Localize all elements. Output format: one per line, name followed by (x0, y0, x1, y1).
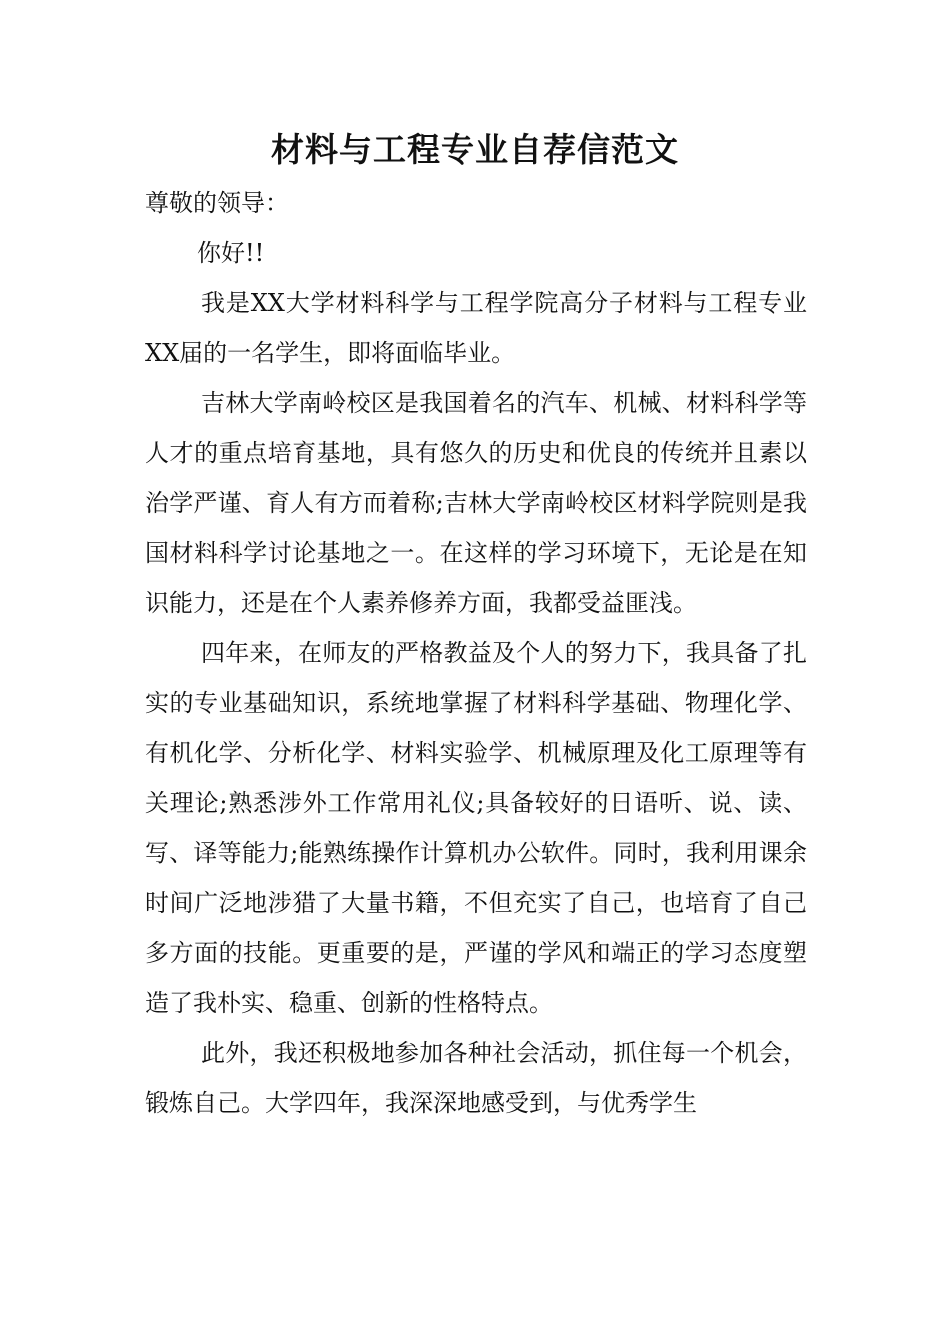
salutation: 尊敬的领导： (145, 189, 289, 217)
greeting: 你好!! (197, 239, 265, 267)
paragraph-activities: 此外，我还积极地参加各种社会活动，抓住每一个机会，锻炼自己。大学四年，我深深地感受到，与优秀学生 (145, 1039, 807, 1117)
paragraph-intro: 我是XX大学材料科学与工程学院高分子材料与工程专业XX届的一名学生，即将面临毕业。 (145, 289, 807, 367)
paragraph-university: 吉林大学南岭校区是我国着名的汽车、机械、材料科学等人才的重点培育基地，具有悠久的历史和优良的传统并且素以治学严谨、育人有方而着称;吉林大学南岭校区材料学院则是我国材料科学讨论基地之一。在这样的学习环境下，无论是在知识能力，还是在个人素养修养方面，我都受益匪浅。 (145, 389, 807, 617)
document-title: 材料与工程专业自荐信范文 (271, 130, 679, 169)
paragraph-skills: 四年来，在师友的严格教益及个人的努力下，我具备了扎实的专业基础知识，系统地掌握了材料科学基础、物理化学、有机化学、分析化学、材料实验学、机械原理及化工原理等有关理论;熟悉涉外工作常用礼仪;具备较好的日语听、说、读、写、译等能力;能熟练操作计算机办公软件。同时，我利用课余时间广泛地涉猎了大量书籍，不但充实了自己，也培育了自己多方面的技能。更重要的是，严谨的学风和端正的学习态度塑造了我朴实、稳重、创新的性格特点。 (145, 639, 807, 1017)
letter-body (145, 178, 807, 1128)
